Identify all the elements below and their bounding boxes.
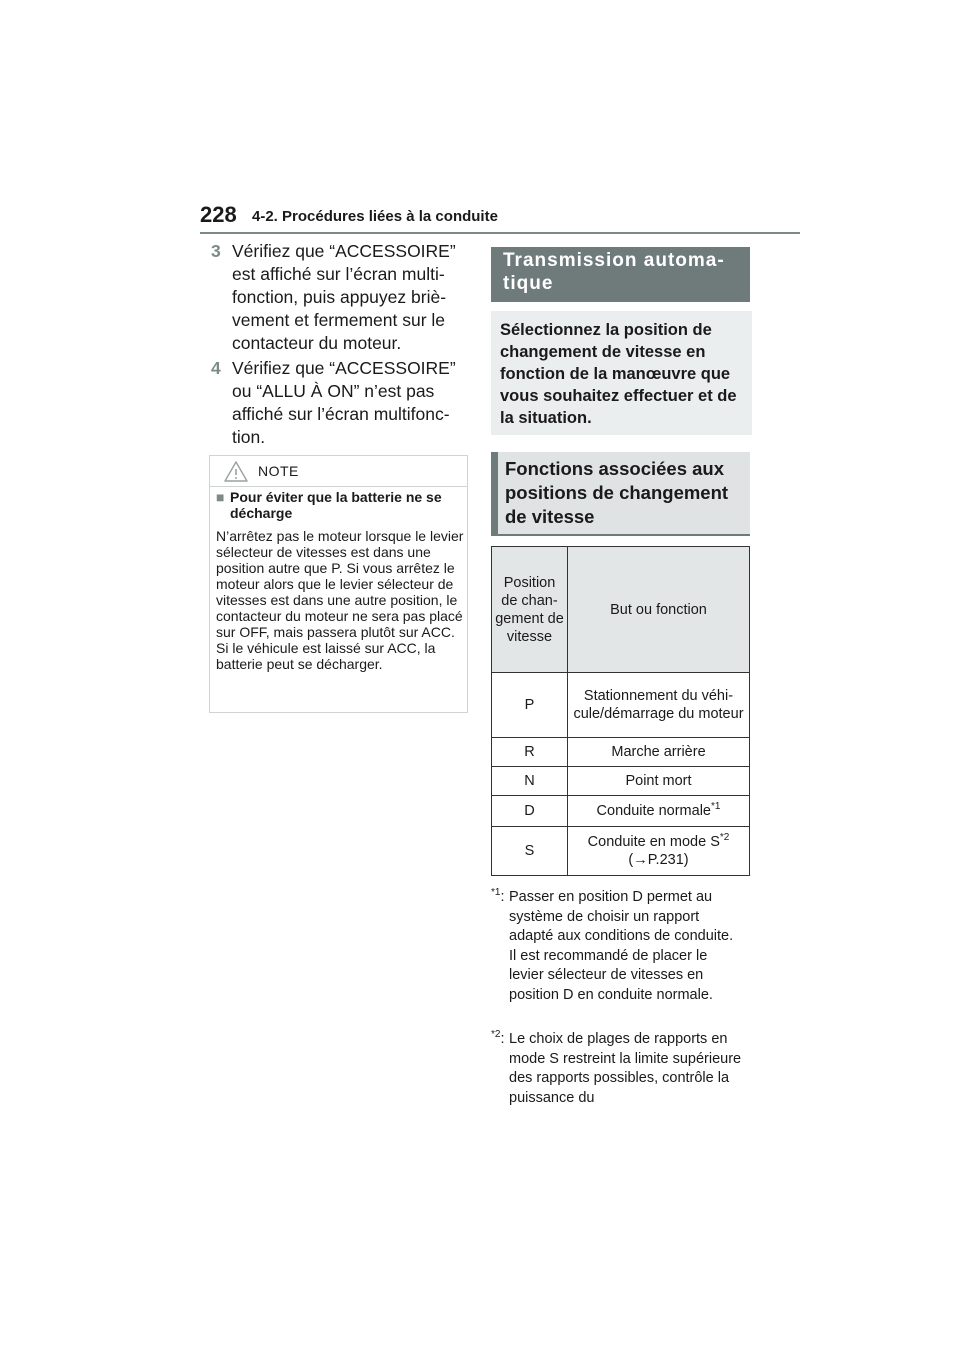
position-cell: N: [492, 767, 568, 796]
function-cell: Point mort: [568, 767, 750, 796]
table-row: [492, 673, 750, 738]
step-number: 3: [211, 241, 221, 261]
function-cell: [568, 827, 750, 876]
function-cell: Marche arrière: [568, 738, 750, 767]
footnote-marker: $^{*1}$:: [491, 887, 505, 905]
step-4: [211, 357, 466, 449]
note-box: [209, 455, 468, 713]
footnote-ref: *2: [719, 832, 730, 844]
table-header-function: But ou fonction: [568, 547, 750, 673]
table-row: [492, 796, 750, 827]
table-row: [492, 827, 750, 876]
footnote-2: [491, 1030, 743, 1108]
gear-position-table: [491, 546, 750, 876]
position-cell: P: [492, 673, 568, 738]
transmission-banner: Transmission automatique: [491, 247, 750, 302]
warning-triangle-icon: [224, 461, 248, 482]
footnote-marker: $^{*2}$:: [491, 1029, 505, 1047]
note-header: [210, 456, 467, 487]
position-cell: D: [492, 796, 568, 827]
transmission-intro: Sélectionnez la position de changement de vitesse en fonction de la manœuvre que vous souhaitez effectuer et de la situation.: [491, 311, 752, 435]
note-subheading-text: Pour éviter que la batterie ne se décharge: [230, 489, 442, 521]
functions-subheading: Fonctions associées aux positions de changement de vitesse: [491, 452, 750, 536]
square-bullet-icon: ■: [216, 489, 225, 505]
function-text: Conduite normale: [596, 803, 711, 819]
section-title: 4-2. Procédures liées à la conduite: [252, 208, 498, 225]
step-number: 4: [211, 358, 221, 378]
table-row: [492, 738, 750, 767]
position-cell: R: [492, 738, 568, 767]
footnote-1: [491, 888, 743, 1005]
function-text: Conduite en mode S: [587, 834, 720, 850]
page-number: 228: [200, 202, 237, 227]
table-header-position: Position de changement de vitesse: [492, 547, 568, 673]
position-cell: S: [492, 827, 568, 876]
footnote-text: Passer en position D permet au système de choisir un rapport adapté aux conditions de conduite. Il est recommandé de placer le levier sélecteur de vitesses en position D en conduite normale.: [509, 889, 734, 1003]
table-row: [492, 767, 750, 796]
footnote-ref: *1: [711, 801, 721, 813]
header-divider: [200, 232, 800, 234]
step-3: [211, 240, 466, 355]
footnote-text: Le choix de plages de rapports en mode S restreint la limite supérieure des rapports possibles, contrôle la puissance du: [509, 1031, 742, 1106]
table-header-row: [492, 547, 750, 673]
function-cell: [568, 796, 750, 827]
note-body: N’arrêtez pas le moteur lorsque le levier sélecteur de vitesses est dans une position autre que P. Si vous arrêtez le moteur alors que le levier sélecteur de vitesses est dans une autre position, le contacteur du moteur ne sera pas placé sur OFF, mais passera plutôt sur ACC. Si le véhicule est laissé sur ACC, la batterie peut se décharger.: [216, 528, 464, 672]
page-reference-link[interactable]: (→P.231): [628, 852, 689, 868]
note-subheading: [216, 489, 464, 521]
function-cell: Stationnement du véhicule/démarrage du moteur: [568, 673, 750, 738]
step-text: Vérifiez que “ACCESSOIRE” ou “ALLU À ON” n’est pas affiché sur l’écran multifonction.: [232, 358, 456, 447]
step-text: Vérifiez que “ACCESSOIRE” est affiché sur l’écran multifonction, puis appuyez brièvement et fermement sur le contacteur du moteur.: [232, 241, 456, 353]
note-title: NOTE: [258, 463, 299, 479]
